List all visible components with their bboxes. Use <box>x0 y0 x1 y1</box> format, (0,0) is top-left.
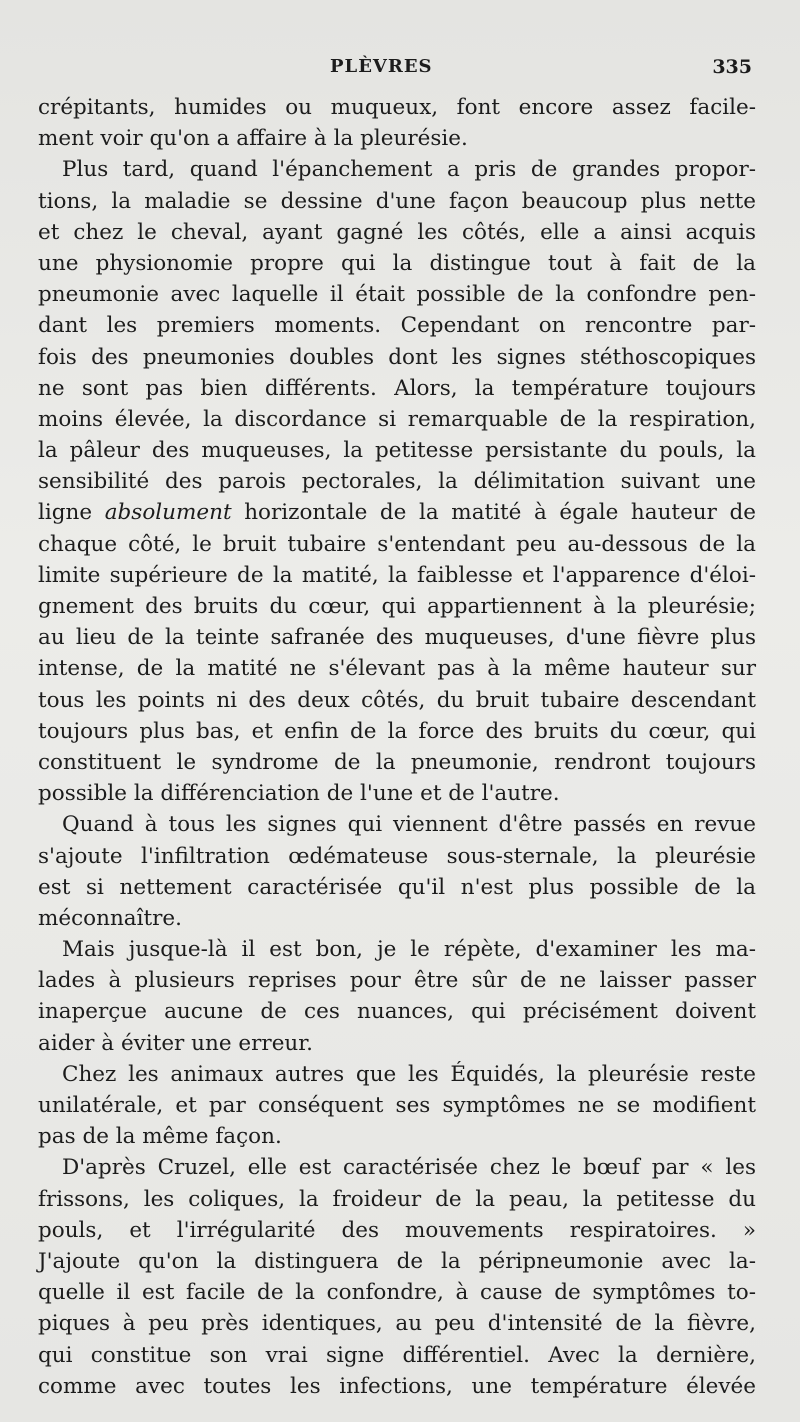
text-line: chaque côté, le bruit tubaire s'entendant peu au-dessous de la <box>38 531 756 557</box>
body-text <box>38 92 756 1402</box>
text-line: lades à plusieurs reprises pour être sûr de ne laisser passer <box>38 968 756 994</box>
text-line: inaperçue aucune de ces nuances, qui précisément doivent <box>38 999 756 1025</box>
line-end: horizontale de la matité à égale hauteur de <box>231 500 757 526</box>
text-line: qui constitue son vrai signe différentiel. Avec la dernière, <box>38 1342 756 1368</box>
text-line: ne sont pas bien différents. Alors, la température toujours <box>38 375 756 401</box>
running-head <box>0 56 800 86</box>
text-line: fois des pneumonies doubles dont les signes stéthoscopiques <box>38 344 756 370</box>
text-line: D'après Cruzel, elle est caractérisée chez le bœuf par « les <box>62 1155 756 1181</box>
text-line: et chez le cheval, ayant gagné les côtés, elle a ainsi acquis <box>38 219 756 245</box>
text-line: sensibilité des parois pectorales, la délimitation suivant une <box>38 469 756 495</box>
text-line: une physionomie propre qui la distingue tout à fait de la <box>38 250 756 276</box>
text-line: frissons, les coliques, la froideur de la peau, la petitesse du <box>38 1186 756 1212</box>
text-line: unilatérale, et par conséquent ses symptômes ne se modifient <box>38 1093 756 1118</box>
running-title: PLÈVRES <box>330 56 433 77</box>
text-line: comme avec toutes les infections, une température élevée <box>38 1373 756 1399</box>
text-line: toujours plus bas, et enfin de la force des bruits du cœur, qui <box>38 718 756 744</box>
text-line: au lieu de la teinte safranée des muqueuses, d'une fièvre plus <box>38 625 756 651</box>
text-line: la pâleur des muqueuses, la petitesse persistante du pouls, la <box>38 438 756 464</box>
text-line: dant les premiers moments. Cependant on rencontre par- <box>38 313 756 339</box>
text-line <box>38 497 756 528</box>
page-number: 335 <box>712 56 752 78</box>
text-line: gnement des bruits du cœur, qui appartiennent à la pleurésie; <box>38 594 756 619</box>
line-start: ligne <box>38 500 105 526</box>
text-line: méconnaître. <box>38 905 182 931</box>
text-line: pneumonie avec laquelle il était possible de la confondre pen- <box>38 282 756 308</box>
text-line: piques à peu près identiques, au peu d'intensité de la fièvre, <box>38 1311 756 1337</box>
text-line: pas de la même façon. <box>38 1124 282 1150</box>
text-line: Chez les animaux autres que les Équidés, la pleurésie reste <box>62 1061 756 1087</box>
text-line: limite supérieure de la matité, la faiblesse et l'apparence d'éloi- <box>38 562 756 588</box>
text-line: est si nettement caractérisée qu'il n'est plus possible de la <box>38 874 756 900</box>
text-line: s'ajoute l'infiltration œdémateuse sous-sternale, la pleurésie <box>38 843 756 869</box>
text-line: quelle il est facile de la confondre, à cause de symptômes to- <box>38 1280 756 1306</box>
text-line: aider à éviter une erreur. <box>38 1030 314 1056</box>
text-line: ment voir qu'on a affaire à la pleurésie. <box>38 126 468 152</box>
text-line: Plus tard, quand l'épanchement a pris de grandes propor- <box>62 157 756 183</box>
text-line: constituent le syndrome de la pneumonie, rendront toujours <box>38 749 756 775</box>
text-line: tions, la maladie se dessine d'une façon beaucoup plus nette <box>38 188 756 214</box>
text-line: intense, de la matité ne s'élevant pas à la même hauteur sur <box>38 656 756 682</box>
text-line: pouls, et l'irrégularité des mouvements respiratoires. » <box>38 1217 756 1243</box>
text-line: tous les points ni des deux côtés, du bruit tubaire descendant <box>38 687 756 713</box>
text-line: crépitants, humides ou muqueux, font encore assez facile- <box>38 95 756 120</box>
text-line: J'ajoute qu'on la distinguera de la péripneumonie avec la- <box>38 1248 756 1274</box>
text-line: moins élevée, la discordance si remarquable de la respiration, <box>38 406 756 432</box>
text-line: possible la différenciation de l'une et de l'autre. <box>38 781 560 807</box>
text-line: Quand à tous les signes qui viennent d'être passés en revue <box>62 812 756 838</box>
text-line: Mais jusque-là il est bon, je le répète, d'examiner les ma- <box>62 937 756 963</box>
emphasis-word: absolument <box>104 500 232 526</box>
